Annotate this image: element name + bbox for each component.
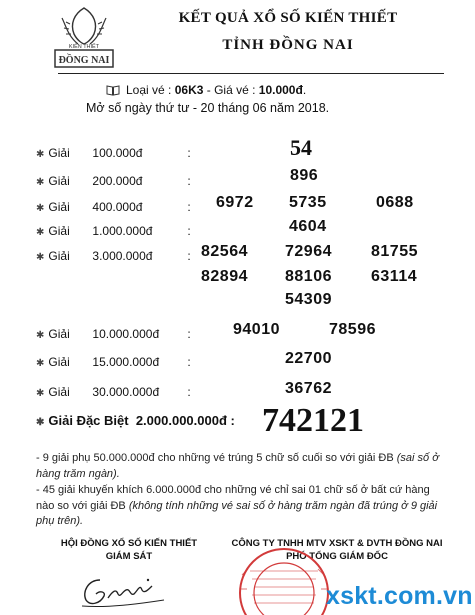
ticket-type-value: 06K3 bbox=[174, 83, 204, 97]
special-prize-amount: 2.000.000.000đ bbox=[135, 413, 227, 428]
prize-number: 0688 bbox=[376, 194, 414, 211]
prize-number: 82894 bbox=[201, 268, 248, 285]
prize-row-1m bbox=[36, 224, 191, 238]
prize-number: 5735 bbox=[289, 194, 327, 211]
prize-number: 54 bbox=[290, 135, 312, 160]
prize-colon: : bbox=[187, 385, 191, 399]
prize-name: Giải bbox=[48, 200, 70, 214]
star-icon: ✱ bbox=[36, 417, 45, 428]
prize-name: Giải bbox=[48, 174, 70, 188]
ticket-price-value: 10.000đ bbox=[258, 83, 303, 97]
ticket-price-suffix: . bbox=[302, 83, 307, 97]
prize-amount: 10.000.000đ bbox=[92, 327, 160, 341]
prize-row-3m bbox=[36, 249, 191, 263]
header-divider bbox=[58, 73, 444, 74]
star-icon: ✱ bbox=[36, 149, 45, 160]
star-icon: ✱ bbox=[36, 177, 45, 188]
prize-number: 72964 bbox=[285, 243, 332, 260]
special-prize-name: Giải Đặc Biệt bbox=[48, 413, 129, 428]
star-icon: ✱ bbox=[36, 203, 45, 214]
prize-name: Giải bbox=[48, 355, 70, 369]
star-icon: ✱ bbox=[36, 252, 45, 263]
prize-number: 22700 bbox=[285, 350, 332, 367]
prize-number: 6972 bbox=[216, 194, 254, 211]
prize-name: Giải bbox=[48, 327, 70, 341]
prize-row-30m bbox=[36, 385, 191, 399]
logo-top-text: KIẾN THIẾT bbox=[68, 44, 100, 50]
signature-image bbox=[78, 566, 168, 612]
title-line-1: KẾT QUẢ XỔ SỐ KIẾN THIẾT bbox=[178, 10, 398, 26]
prize-name: Giải bbox=[48, 249, 70, 263]
prize-row-10m bbox=[36, 327, 191, 341]
title-line-2: TỈNH ĐỒNG NAI bbox=[222, 37, 354, 53]
note-1-text: - 9 giải phụ 50.000.000đ cho những vé trúng 5 chữ số cuối so với giải ĐB bbox=[36, 452, 394, 464]
dong-nai-logo bbox=[52, 4, 116, 70]
prize-name: Giải bbox=[48, 385, 70, 399]
prize-colon: : bbox=[187, 249, 191, 263]
star-icon: ✱ bbox=[36, 330, 45, 341]
note-2-text: - 45 giải khuyến khích 6.000.000đ cho những vé chỉ sai 01 chữ số ở bất cứ hàng nào so với giải ĐB bbox=[36, 484, 430, 512]
special-prize-colon: : bbox=[230, 413, 235, 428]
prize-amount: 15.000.000đ bbox=[92, 355, 160, 369]
prize-colon: : bbox=[187, 355, 191, 369]
prize-row-400k bbox=[36, 200, 191, 214]
company-role: PHÓ TỔNG GIÁM ĐỐC bbox=[286, 551, 388, 562]
prize-row-100k bbox=[36, 146, 191, 160]
supervision-council bbox=[44, 537, 214, 563]
star-icon: ✱ bbox=[36, 227, 45, 238]
prize-name: Giải bbox=[48, 146, 70, 160]
note-consolation bbox=[36, 451, 441, 482]
prize-amount: 30.000.000đ bbox=[92, 385, 160, 399]
prize-colon: : bbox=[187, 174, 191, 188]
prize-number: 36762 bbox=[285, 380, 332, 397]
prize-amount: 1.000.000đ bbox=[92, 224, 153, 238]
note-encouragement bbox=[36, 483, 441, 530]
prize-amount: 200.000đ bbox=[92, 174, 143, 188]
draw-date: Mở số ngày thứ tư - 20 tháng 06 năm 2018. bbox=[86, 101, 330, 115]
star-icon: ✱ bbox=[36, 358, 45, 369]
star-icon: ✱ bbox=[36, 388, 45, 399]
book-icon bbox=[106, 85, 120, 96]
prize-amount: 400.000đ bbox=[92, 200, 143, 214]
prize-number: 94010 bbox=[233, 321, 280, 338]
prize-amount: 100.000đ bbox=[92, 146, 143, 160]
prize-number: 81755 bbox=[371, 243, 418, 260]
company-seal-image bbox=[228, 545, 340, 615]
prize-number: 88106 bbox=[285, 268, 332, 285]
company-name: CÔNG TY TNHH MTV XSKT & DVTH ĐỒNG NAI bbox=[231, 538, 443, 549]
watermark-text: xskt.com.vn bbox=[326, 582, 473, 610]
prize-colon: : bbox=[187, 327, 191, 341]
ticket-price-label: - Giá vé : bbox=[206, 83, 256, 97]
note-1-italic: (sai số ở hàng trăm ngàn). bbox=[36, 452, 439, 480]
prize-amount: 3.000.000đ bbox=[92, 249, 153, 263]
ticket-type-label: Loại vé : bbox=[126, 83, 172, 97]
prize-name: Giải bbox=[48, 224, 70, 238]
prize-number: 63114 bbox=[371, 268, 418, 285]
prize-colon: : bbox=[187, 224, 191, 238]
special-prize-number: 742121 bbox=[262, 402, 364, 439]
prize-number: 54309 bbox=[285, 291, 332, 308]
note-2-italic: (không tính những vé sai số ở hàng trăm ngàn đã trúng ở 9 giải phụ trên). bbox=[36, 499, 438, 527]
prize-row-200k bbox=[36, 174, 191, 188]
prize-row-15m bbox=[36, 355, 191, 369]
special-prize-row bbox=[36, 413, 235, 428]
council-role: GIÁM SÁT bbox=[105, 551, 153, 562]
prize-number: 78596 bbox=[329, 321, 376, 338]
prize-number: 82564 bbox=[201, 243, 248, 260]
prize-colon: : bbox=[187, 146, 191, 160]
prize-colon: : bbox=[187, 200, 191, 214]
prize-number: 896 bbox=[290, 167, 319, 184]
council-name: HỘI ĐỒNG XỔ SỐ KIẾN THIẾT bbox=[60, 538, 198, 549]
logo-bottom-text: ĐỒNG NAI bbox=[58, 55, 110, 66]
prize-number: 4604 bbox=[289, 218, 327, 235]
ticket-info bbox=[106, 83, 306, 97]
